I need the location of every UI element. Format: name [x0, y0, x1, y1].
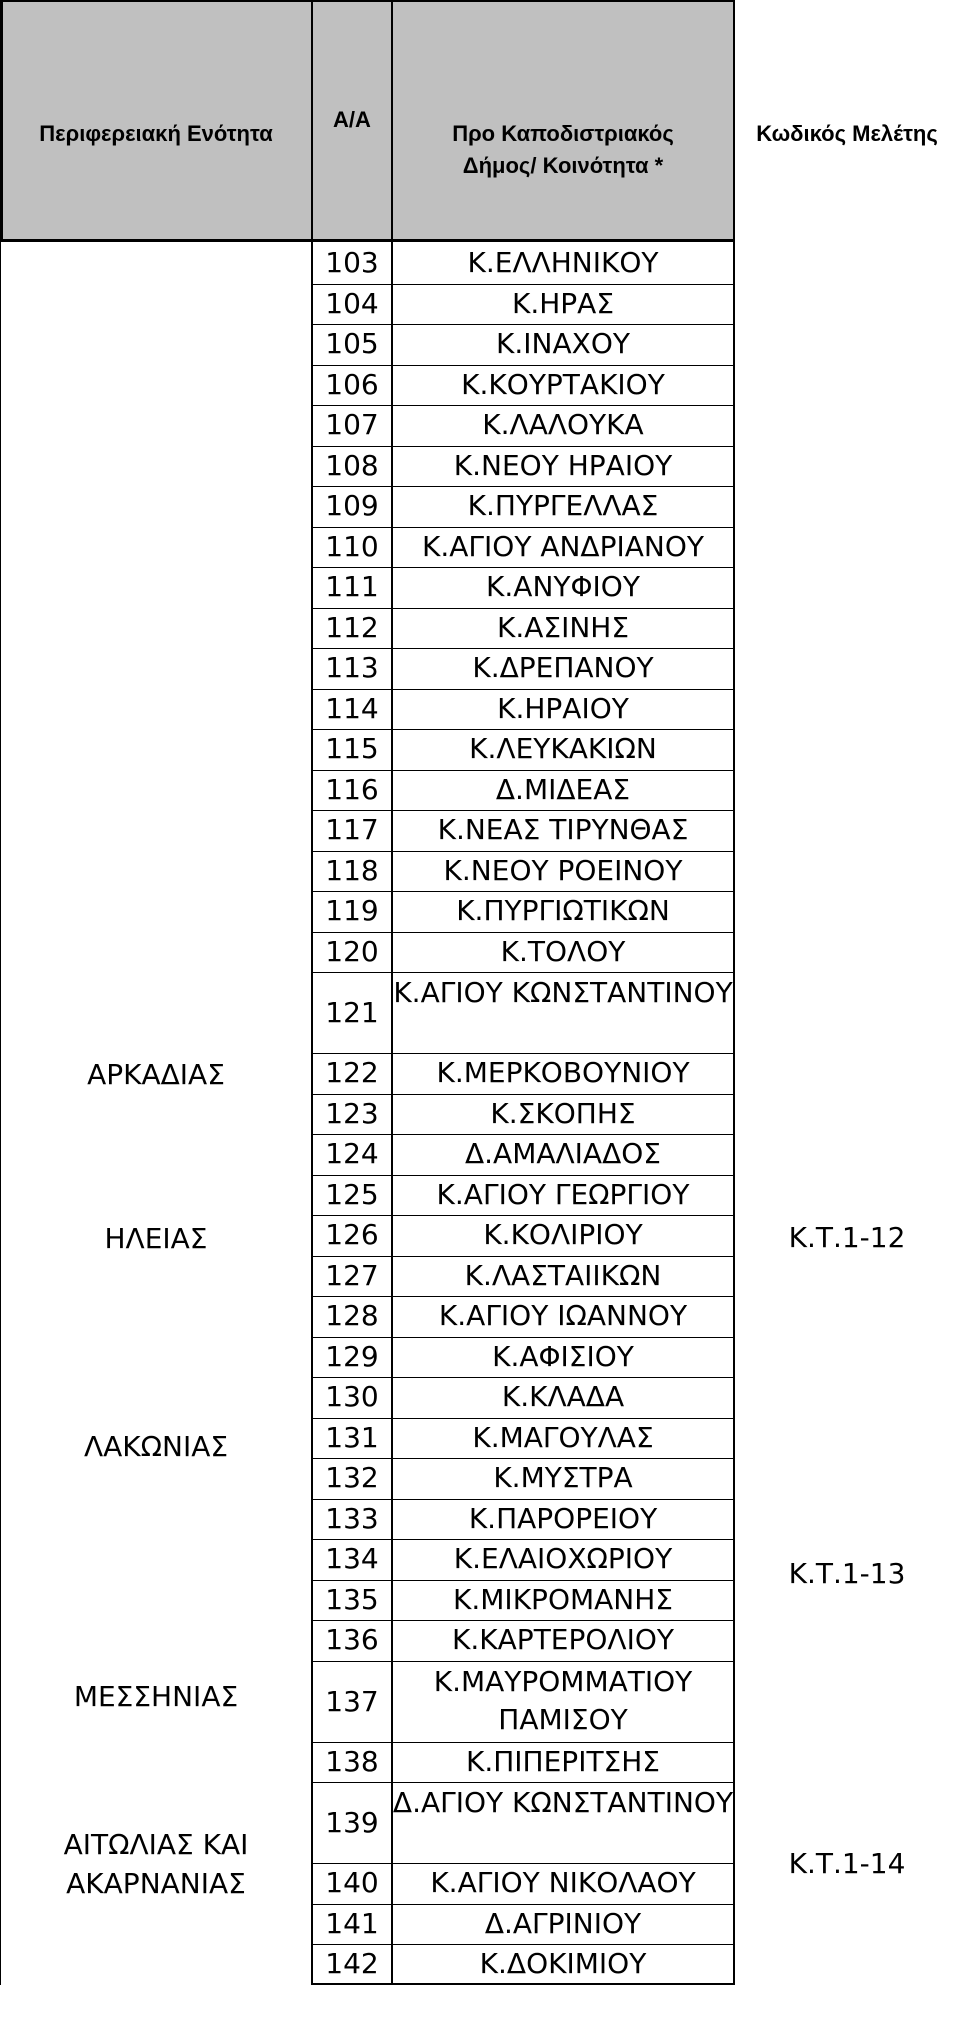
row-divider	[312, 1863, 734, 1864]
row-municipality: Κ.ΣΚΟΠΗΣ	[490, 1096, 636, 1130]
row-municipality: Κ.ΜΑΓΟΥΛΑΣ	[472, 1420, 654, 1454]
row-divider	[312, 1134, 734, 1135]
row-municipality: Κ.ΚΟΛΙΡΙΟΥ	[483, 1218, 643, 1251]
row-number: 104	[325, 286, 379, 320]
row-divider	[312, 1580, 734, 1581]
row-municipality: Κ.ΕΛΛΗΝΙΚΟΥ	[467, 246, 659, 279]
row-number: 137	[325, 1684, 379, 1718]
row-municipality: Κ.ΝΕΟΥ ΡΟΕΙΝΟΥ	[443, 853, 683, 887]
region-label: ΜΕΣΣΗΝΙΑΣ	[73, 1679, 239, 1713]
row-number: 140	[325, 1866, 379, 1899]
row-divider	[312, 405, 734, 406]
row-number: 135	[325, 1582, 379, 1616]
row-number: 107	[325, 408, 379, 441]
row-municipality: Κ.ΛΑΣΤΑΙΙΚΩΝ	[464, 1258, 662, 1292]
row-divider	[312, 1053, 734, 1054]
row-number: 105	[325, 327, 379, 360]
row-number: 126	[325, 1218, 379, 1251]
row-divider	[312, 1782, 734, 1783]
row-divider	[312, 1094, 734, 1095]
row-divider	[312, 972, 734, 973]
region-col-border	[311, 0, 313, 1985]
row-number: 118	[325, 853, 379, 887]
row-number: 132	[325, 1461, 379, 1494]
row-divider	[312, 284, 734, 285]
row-municipality: Κ.ΑΣΙΝΗΣ	[496, 610, 630, 644]
row-number: 134	[325, 1542, 379, 1575]
row-municipality: Κ.ΠΑΡΟΡΕΙΟΥ	[468, 1501, 658, 1535]
row-municipality: Κ.ΕΛΑΙΟΧΩΡΙΟΥ	[453, 1542, 673, 1575]
row-number: 141	[325, 1906, 379, 1940]
row-number: 124	[325, 1137, 379, 1170]
row-number: 122	[325, 1056, 379, 1089]
row-divider	[312, 608, 734, 609]
row-municipality: Κ.ΔΡΕΠΑΝΟΥ	[472, 651, 654, 684]
row-number: 142	[325, 1947, 379, 1980]
region-label: ΗΛΕΙΑΣ	[104, 1221, 208, 1255]
row-divider	[312, 891, 734, 892]
row-number: 114	[325, 691, 379, 725]
row-municipality: Κ.ΑΝΥΦΙΟΥ	[486, 570, 640, 603]
row-divider	[312, 1539, 734, 1540]
row-number: 117	[325, 813, 379, 846]
region-label: ΑΡΚΑΔΙΑΣ	[87, 1057, 225, 1091]
row-divider	[312, 851, 734, 852]
row-number: 115	[325, 732, 379, 765]
row-number: 109	[325, 489, 379, 522]
name-col-border	[733, 0, 735, 1985]
row-municipality: Δ.ΜΙΔΕΑΣ	[495, 772, 631, 806]
row-divider	[312, 1620, 734, 1621]
row-divider	[312, 932, 734, 933]
header-left-border	[0, 0, 3, 240]
header-aa: Α/Α	[333, 107, 371, 132]
row-number: 120	[325, 934, 379, 968]
row-number: 119	[325, 894, 379, 927]
row-divider	[312, 1296, 734, 1297]
row-municipality: Κ.ΙΝΑΧΟΥ	[496, 327, 630, 360]
row-municipality: Δ.ΑΓΙΟΥ ΚΩΝΣΤΑΝΤΙΝΟΥ	[392, 1786, 734, 1819]
row-municipality: Κ.ΠΥΡΓΕΛΛΑΣ	[467, 489, 659, 522]
row-divider	[312, 1175, 734, 1176]
row-municipality: Κ.ΑΓΙΟΥ ΚΩΝΣΤΑΝΤΙΝΟΥ	[393, 976, 733, 1009]
row-municipality: Κ.ΝΕΑΣ ΤΙΡΥΝΘΑΣ	[437, 813, 689, 846]
row-municipality: Δ.ΑΓΡΙΝΙΟΥ	[484, 1906, 642, 1940]
row-number: 108	[325, 448, 379, 482]
study-code: Κ.Τ.1-13	[788, 1557, 906, 1590]
row-number: 127	[325, 1258, 379, 1292]
row-divider	[312, 689, 734, 690]
row-municipality: Κ.ΑΦΙΣΙΟΥ	[492, 1339, 634, 1373]
row-number: 123	[325, 1096, 379, 1130]
row-municipality: Κ.ΚΑΡΤΕΡΟΛΙΟΥ	[452, 1623, 674, 1656]
row-divider	[312, 365, 734, 366]
region-label: ΑΙΤΩΛΙΑΣ ΚΑΙ ΑΚΑΡΝΑΝΙΑΣ	[63, 1828, 249, 1900]
row-municipality: Κ.ΗΡΑΙΟΥ	[497, 691, 629, 725]
header-study-code: Κωδικός Μελέτης	[756, 121, 938, 146]
row-divider	[312, 770, 734, 771]
row-municipality: Κ.ΛΑΛΟΥΚΑ	[482, 408, 644, 441]
row-divider	[312, 729, 734, 730]
row-number: 128	[325, 1299, 379, 1332]
row-number: 136	[325, 1623, 379, 1656]
row-divider	[312, 1418, 734, 1419]
row-divider	[312, 1377, 734, 1378]
row-divider	[312, 1337, 734, 1338]
row-divider	[312, 1742, 734, 1743]
row-municipality: Δ.ΑΜΑΛΙΑΔΟΣ	[465, 1137, 661, 1170]
row-municipality: Κ.ΠΥΡΓΙΩΤΙΚΩΝ	[456, 894, 670, 927]
row-divider	[312, 1499, 734, 1500]
row-divider	[312, 1904, 734, 1905]
left-border	[0, 240, 1, 1985]
row-municipality: Κ.ΛΕΥΚΑΚΙΩΝ	[469, 732, 657, 765]
row-municipality: Κ.ΗΡΑΣ	[511, 286, 615, 320]
row-municipality: Κ.ΑΓΙΟΥ ΝΙΚΟΛΑΟΥ	[430, 1866, 696, 1899]
header-region: Περιφερειακή Ενότητα	[39, 121, 273, 146]
row-divider	[312, 486, 734, 487]
row-divider	[312, 1944, 734, 1945]
row-number: 133	[325, 1501, 379, 1535]
row-municipality: Κ.ΑΓΙΟΥ ΑΝΔΡΙΑΝΟΥ	[422, 529, 704, 563]
row-divider	[312, 324, 734, 325]
row-divider	[312, 1661, 734, 1662]
row-municipality: Κ.ΜΥΣΤΡΑ	[493, 1461, 633, 1494]
study-code: Κ.Τ.1-14	[788, 1847, 906, 1880]
row-number: 111	[325, 570, 379, 603]
row-divider	[312, 527, 734, 528]
row-divider	[312, 1215, 734, 1216]
row-municipality: Κ.ΜΙΚΡΟΜΑΝΗΣ	[453, 1582, 673, 1616]
row-number: 116	[325, 772, 379, 806]
row-municipality: Κ.ΚΛΑΔΑ	[501, 1380, 625, 1413]
table-bottom-border	[312, 1983, 734, 1985]
row-divider	[312, 567, 734, 568]
row-divider	[312, 648, 734, 649]
row-divider	[312, 1458, 734, 1459]
row-number: 130	[325, 1380, 379, 1413]
row-municipality: Κ.ΔΟΚΙΜΙΟΥ	[479, 1947, 647, 1980]
row-municipality: Κ.ΤΟΛΟΥ	[500, 934, 626, 968]
row-number: 129	[325, 1339, 379, 1373]
row-divider	[312, 446, 734, 447]
header-bottom-border	[0, 239, 734, 242]
row-number: 113	[325, 651, 379, 684]
region-label: ΛΑΚΩΝΙΑΣ	[83, 1429, 229, 1463]
row-number: 106	[325, 367, 379, 401]
row-number: 138	[325, 1744, 379, 1778]
row-number: 131	[325, 1420, 379, 1454]
row-number: 112	[325, 610, 379, 644]
study-code: Κ.Τ.1-12	[788, 1221, 906, 1254]
row-municipality: Κ.ΜΕΡΚΟΒΟΥΝΙΟΥ	[436, 1056, 690, 1089]
row-divider	[312, 810, 734, 811]
header-top-border	[0, 0, 734, 2]
row-municipality: Κ.ΠΙΠΕΡΙΤΣΗΣ	[465, 1744, 660, 1778]
row-municipality: Κ.ΜΑΥΡΟΜΜΑΤΙΟΥ ΠΑΜΙΣΟΥ	[433, 1664, 693, 1736]
row-number: 139	[325, 1806, 379, 1839]
header-municipality-line2: Δήμος/ Κοινότητα *	[462, 153, 664, 178]
row-municipality: Κ.ΚΟΥΡΤΑΚΙΟΥ	[461, 367, 665, 401]
row-divider	[312, 1256, 734, 1257]
row-municipality: Κ.ΑΓΙΟΥ ΓΕΩΡΓΙΟΥ	[436, 1177, 690, 1211]
row-number: 125	[325, 1177, 379, 1211]
row-municipality: Κ.ΝΕΟΥ ΗΡΑΙΟΥ	[453, 448, 673, 482]
row-number: 121	[325, 996, 379, 1029]
row-municipality: Κ.ΑΓΙΟΥ ΙΩΑΝΝΟΥ	[438, 1299, 688, 1332]
row-number: 110	[325, 529, 379, 563]
row-number: 103	[325, 246, 379, 279]
header-municipality-line1: Προ Καποδιστριακός	[452, 121, 674, 146]
aa-col-border	[391, 0, 393, 1985]
